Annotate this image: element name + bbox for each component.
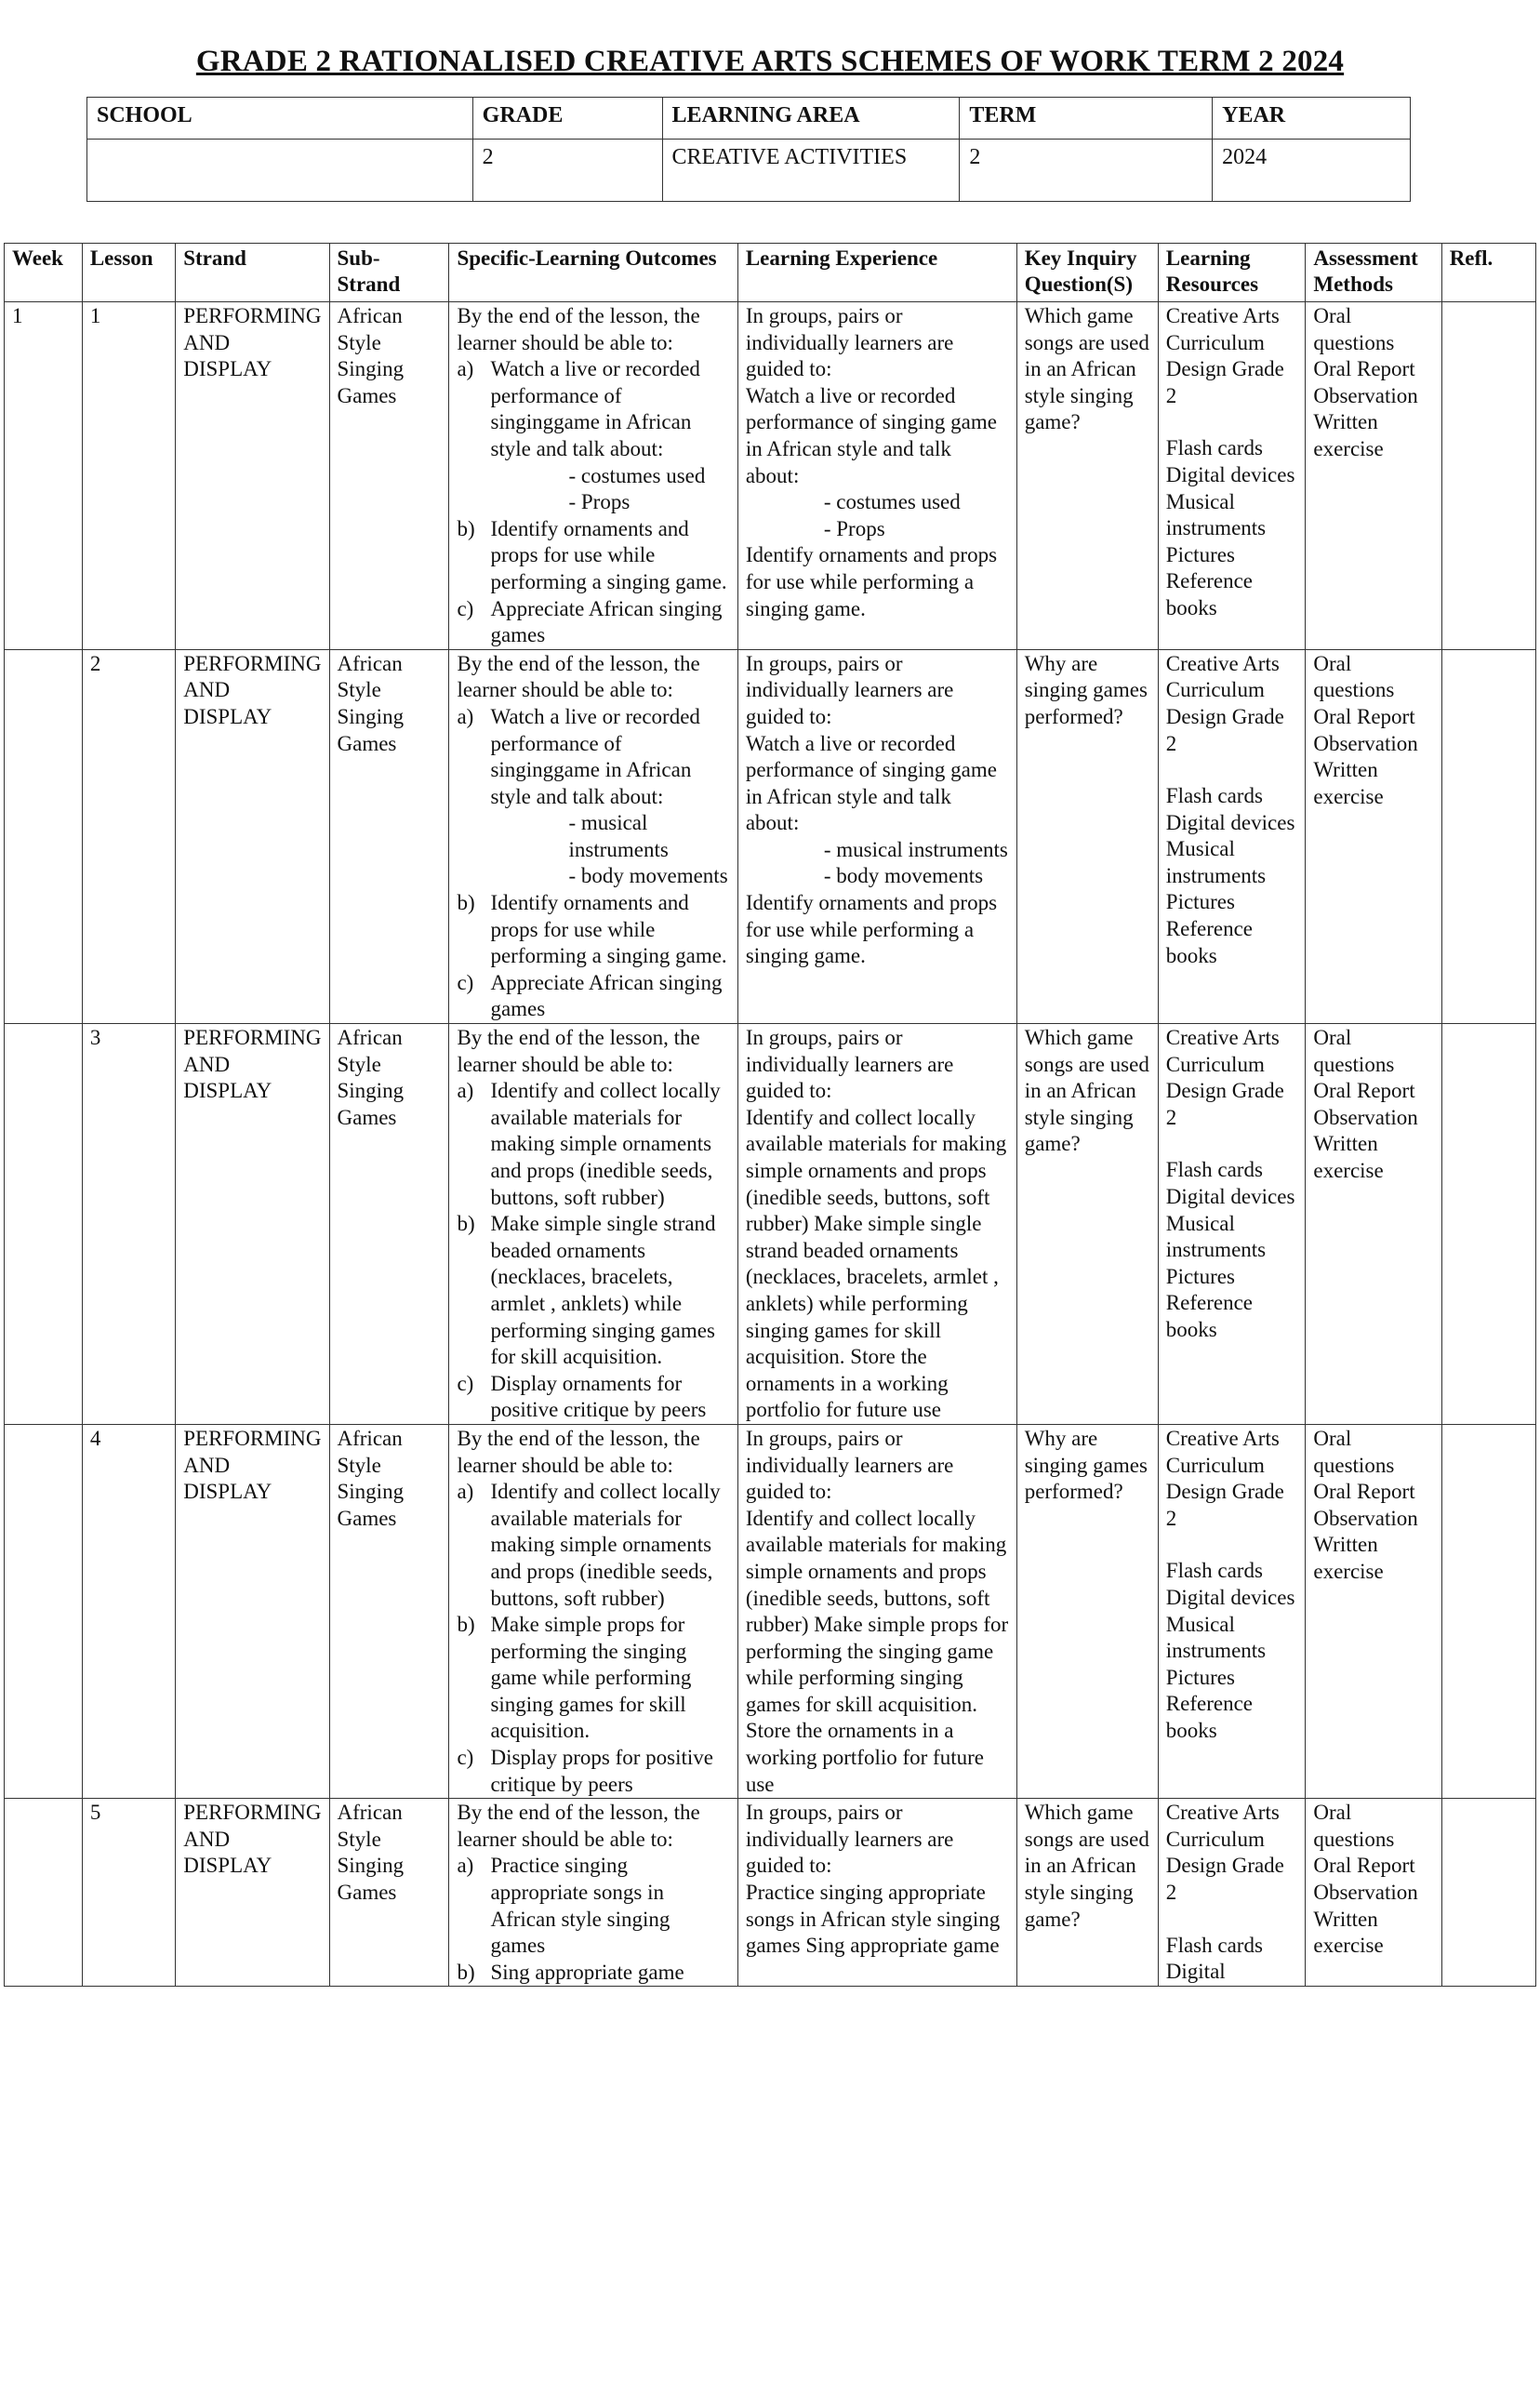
resources-cell (1158, 1424, 1306, 1798)
slo-item-text: Appreciate African singing games (490, 970, 723, 1021)
slo-item-text: Sing appropriate game (490, 1960, 684, 1984)
slo-list (457, 1078, 729, 1424)
assessment-cell: Oral questions Oral Report Observation Written exercise (1306, 1024, 1441, 1425)
slo-item-text: Identify and collect locally available materials for making simple ornaments and props (inedible seeds, buttons, soft rubber) (490, 1480, 721, 1610)
slo-item-text: Make simple single strand beaded ornaments (necklaces, bracelets, armlet , anklets) while performing singing games for skill acquisition. (490, 1212, 716, 1369)
meta-value-term: 2 (960, 140, 1213, 202)
header-resources: Learning Resources (1158, 244, 1306, 302)
slo-item-text: Appreciate African singing games (490, 596, 723, 647)
slo-item-label: b) (457, 1960, 475, 1984)
kiq-cell: Why are singing games performed? (1016, 1424, 1158, 1798)
slo-item (457, 356, 729, 516)
week-cell (5, 1024, 83, 1425)
slo-intro: By the end of the lesson, the learner should be able to: (457, 651, 700, 702)
substrand-cell: African Style Singing Games (329, 1799, 449, 1987)
slo-list (457, 1479, 729, 1798)
scheme-table (4, 243, 1536, 1987)
lesson-cell: 2 (82, 649, 175, 1023)
resources-primary: Creative Arts Curriculum Design Grade 2 (1165, 1026, 1284, 1129)
slo-item-label: c) (457, 970, 474, 994)
kiq-cell: Why are singing games performed? (1016, 649, 1158, 1023)
resources-primary: Creative Arts Curriculum Design Grade 2 (1165, 1426, 1284, 1530)
experience-cell (737, 1424, 1016, 1798)
resources-spacer (1166, 1907, 1298, 1933)
meta-value-year: 2024 (1213, 140, 1411, 202)
resources-secondary: Flash cards Digital devices Musical instruments Pictures Reference books (1165, 1158, 1295, 1341)
scheme-header-row (5, 244, 1536, 302)
experience-cell (737, 1799, 1016, 1987)
refl-cell (1441, 1024, 1535, 1425)
meta-header-term: TERM (960, 98, 1213, 140)
header-strand: Strand (176, 244, 329, 302)
refl-cell (1441, 1799, 1535, 1987)
experience-lead: Watch a live or recorded performance of singing game in African style and talk about: (745, 383, 997, 487)
experience-cell (737, 649, 1016, 1023)
resources-secondary: Flash cards Digital devices Musical instruments Pictures Reference books (1165, 436, 1295, 619)
experience-cell (737, 302, 1016, 650)
slo-sub-list (490, 463, 729, 516)
slo-item-label: c) (457, 596, 474, 620)
resources-secondary: Flash cards Digital (1165, 1933, 1263, 1984)
lesson-cell: 4 (82, 1424, 175, 1798)
slo-list (457, 704, 729, 1023)
slo-item-label: a) (457, 1854, 474, 1878)
document-title: GRADE 2 RATIONALISED CREATIVE ARTS SCHEMES OF WORK TERM 2 2024 (195, 45, 1345, 78)
resources-secondary: Flash cards Digital devices Musical instruments Pictures Reference books (1165, 784, 1295, 967)
slo-item (457, 1078, 729, 1211)
slo-item-text: Identify ornaments and props for use while performing a singing game. (490, 891, 727, 968)
slo-list (457, 356, 729, 649)
header-refl: Refl. (1441, 244, 1535, 302)
table-row (5, 1799, 1536, 1987)
slo-item-label: a) (457, 1079, 474, 1103)
meta-table (86, 97, 1411, 202)
resources-cell (1158, 649, 1306, 1023)
slo-cell (449, 1424, 737, 1798)
slo-item-label: a) (457, 704, 474, 728)
slo-list (457, 1853, 729, 1986)
assessment-cell: Oral questions Oral Report Observation Written exercise (1306, 1799, 1441, 1987)
slo-item-text: Identify and collect locally available materials for making simple ornaments and props (inedible seeds, buttons, soft rubber) (490, 1079, 721, 1209)
week-cell (5, 649, 83, 1023)
strand-cell: PERFORMING AND DISPLAY (176, 1024, 329, 1425)
slo-cell (449, 1024, 737, 1425)
experience-intro: In groups, pairs or individually learners are guided to: (745, 651, 954, 728)
resources-secondary: Flash cards Digital devices Musical instruments Pictures Reference books (1165, 1559, 1295, 1742)
resources-primary: Creative Arts Curriculum Design Grade 2 (1165, 304, 1284, 407)
experience-sub-item: - Props (823, 516, 885, 540)
slo-item-text: Watch a live or recorded performance of singinggame in African style and talk about: (490, 704, 700, 808)
slo-sub-item: - costumes used (568, 463, 706, 487)
meta-value-learning-area: CREATIVE ACTIVITIES (662, 140, 960, 202)
lesson-cell: 5 (82, 1799, 175, 1987)
slo-item-text: Identify ornaments and props for use while performing a singing game. (490, 516, 727, 593)
resources-primary: Creative Arts Curriculum Design Grade 2 (1165, 651, 1284, 755)
assessment-cell: Oral questions Oral Report Observation Written exercise (1306, 649, 1441, 1023)
meta-header-row (87, 98, 1411, 140)
meta-header-school: SCHOOL (87, 98, 473, 140)
slo-sub-item: - Props (568, 490, 631, 514)
resources-cell (1158, 1024, 1306, 1425)
slo-intro: By the end of the lesson, the learner should be able to: (457, 1026, 700, 1076)
substrand-cell: African Style Singing Games (329, 649, 449, 1023)
strand-cell: PERFORMING AND DISPLAY (176, 1424, 329, 1798)
meta-value-row (87, 140, 1411, 202)
kiq-cell: Which game songs are used in an African style singing game? (1016, 1024, 1158, 1425)
slo-item-label: a) (457, 1480, 474, 1504)
lesson-cell: 1 (82, 302, 175, 650)
slo-item-label: b) (457, 891, 475, 915)
slo-item-text: Practice singing appropriate songs in African style singing games (490, 1854, 670, 1958)
header-experience: Learning Experience (737, 244, 1016, 302)
resources-spacer (1166, 1532, 1298, 1558)
experience-intro: In groups, pairs or individually learners are guided to: (745, 1026, 954, 1103)
experience-lead: Identify and collect locally available materials for making simple ornaments and props (inedible seeds, buttons, soft rubber) Make simple props for performing the singing game while performing singing games for skill acquisition. Store the ornaments in a working portfolio for future use (745, 1506, 1009, 1796)
strand-cell: PERFORMING AND DISPLAY (176, 1799, 329, 1987)
slo-item (457, 890, 729, 970)
slo-item (457, 1479, 729, 1612)
slo-item-text: Watch a live or recorded performance of singinggame in African style and talk about: (490, 357, 700, 460)
meta-value-grade: 2 (472, 140, 662, 202)
slo-intro: By the end of the lesson, the learner should be able to: (457, 304, 700, 354)
resources-cell (1158, 302, 1306, 650)
header-assessment: Assessment Methods (1306, 244, 1441, 302)
slo-item (457, 1612, 729, 1745)
resources-spacer (1166, 757, 1298, 783)
week-cell (5, 1424, 83, 1798)
resources-cell (1158, 1799, 1306, 1987)
table-row (5, 1424, 1536, 1798)
slo-item-text: Display props for positive critique by peers (490, 1746, 714, 1796)
experience-intro: In groups, pairs or individually learners are guided to: (745, 1426, 954, 1504)
experience-sub-list (746, 837, 1009, 890)
strand-cell: PERFORMING AND DISPLAY (176, 649, 329, 1023)
experience-lead: Identify and collect locally available materials for making simple ornaments and props (inedible seeds, buttons, soft rubber) Make simple single strand beaded ornaments (necklaces, bracelets, armlet , anklets) while performing singing games for skill acquisition. Store the ornaments in a working portfolio for future use (745, 1105, 1007, 1422)
slo-intro: By the end of the lesson, the learner should be able to: (457, 1426, 700, 1477)
week-cell: 1 (5, 302, 83, 650)
slo-item (457, 1211, 729, 1371)
experience-sub-item: - costumes used (823, 490, 961, 514)
slo-cell (449, 302, 737, 650)
experience-sub-item: - body movements (823, 864, 984, 888)
slo-item-text: Display ornaments for positive critique by peers (490, 1371, 707, 1422)
header-substrand: Sub-Strand (329, 244, 449, 302)
slo-item-label: c) (457, 1371, 474, 1395)
experience-intro: In groups, pairs or individually learners are guided to: (745, 304, 954, 381)
slo-item (457, 1371, 729, 1424)
experience-sub-item: - musical instruments (823, 837, 1008, 861)
resources-spacer (1166, 1131, 1298, 1157)
table-row (5, 649, 1536, 1023)
experience-tail: Identify ornaments and props for use while performing a singing game. (745, 543, 998, 620)
kiq-cell: Which game songs are used in an African style singing game? (1016, 302, 1158, 650)
header-kiq: Key Inquiry Question(S) (1016, 244, 1158, 302)
refl-cell (1441, 1424, 1535, 1798)
slo-sub-item: - body movements (568, 864, 728, 888)
resources-primary: Creative Arts Curriculum Design Grade 2 (1165, 1801, 1284, 1905)
slo-item (457, 970, 729, 1023)
slo-item-label: a) (457, 357, 474, 381)
slo-item (457, 1745, 729, 1798)
slo-item (457, 516, 729, 596)
table-row (5, 302, 1536, 650)
slo-item (457, 1853, 729, 1959)
refl-cell (1441, 302, 1535, 650)
experience-lead: Watch a live or recorded performance of singing game in African style and talk about: (745, 731, 997, 835)
slo-item-text: Make simple props for performing the singing game while performing singing games for skill acquisition. (490, 1613, 692, 1743)
meta-value-school (87, 140, 473, 202)
slo-item (457, 1960, 729, 1987)
substrand-cell: African Style Singing Games (329, 302, 449, 650)
meta-header-grade: GRADE (472, 98, 662, 140)
experience-sub-list (746, 489, 1009, 542)
header-week: Week (5, 244, 83, 302)
kiq-cell: Which game songs are used in an African style singing game? (1016, 1799, 1158, 1987)
header-slo: Specific-Learning Outcomes (449, 244, 737, 302)
substrand-cell: African Style Singing Games (329, 1024, 449, 1425)
slo-item-label: b) (457, 516, 475, 540)
table-row (5, 1024, 1536, 1425)
substrand-cell: African Style Singing Games (329, 1424, 449, 1798)
meta-header-year: YEAR (1213, 98, 1411, 140)
slo-item (457, 704, 729, 890)
resources-spacer (1166, 409, 1298, 435)
strand-cell: PERFORMING AND DISPLAY (176, 302, 329, 650)
experience-cell (737, 1024, 1016, 1425)
refl-cell (1441, 649, 1535, 1023)
slo-item (457, 596, 729, 649)
header-lesson: Lesson (82, 244, 175, 302)
assessment-cell: Oral questions Oral Report Observation Written exercise (1306, 302, 1441, 650)
slo-cell (449, 1799, 737, 1987)
slo-sub-list (490, 810, 729, 890)
slo-item-label: b) (457, 1212, 475, 1236)
experience-intro: In groups, pairs or individually learners are guided to: (745, 1801, 954, 1878)
experience-tail: Identify ornaments and props for use while performing a singing game. (745, 891, 998, 968)
meta-header-learning-area: LEARNING AREA (662, 98, 960, 140)
assessment-cell: Oral questions Oral Report Observation Written exercise (1306, 1424, 1441, 1798)
slo-intro: By the end of the lesson, the learner should be able to: (457, 1801, 700, 1851)
experience-lead: Practice singing appropriate songs in African style singing games Sing appropriate game (745, 1881, 1001, 1958)
slo-cell (449, 649, 737, 1023)
lesson-cell: 3 (82, 1024, 175, 1425)
slo-sub-item: - musical instruments (568, 811, 669, 861)
slo-item-label: b) (457, 1613, 475, 1637)
week-cell (5, 1799, 83, 1987)
slo-item-label: c) (457, 1746, 474, 1770)
